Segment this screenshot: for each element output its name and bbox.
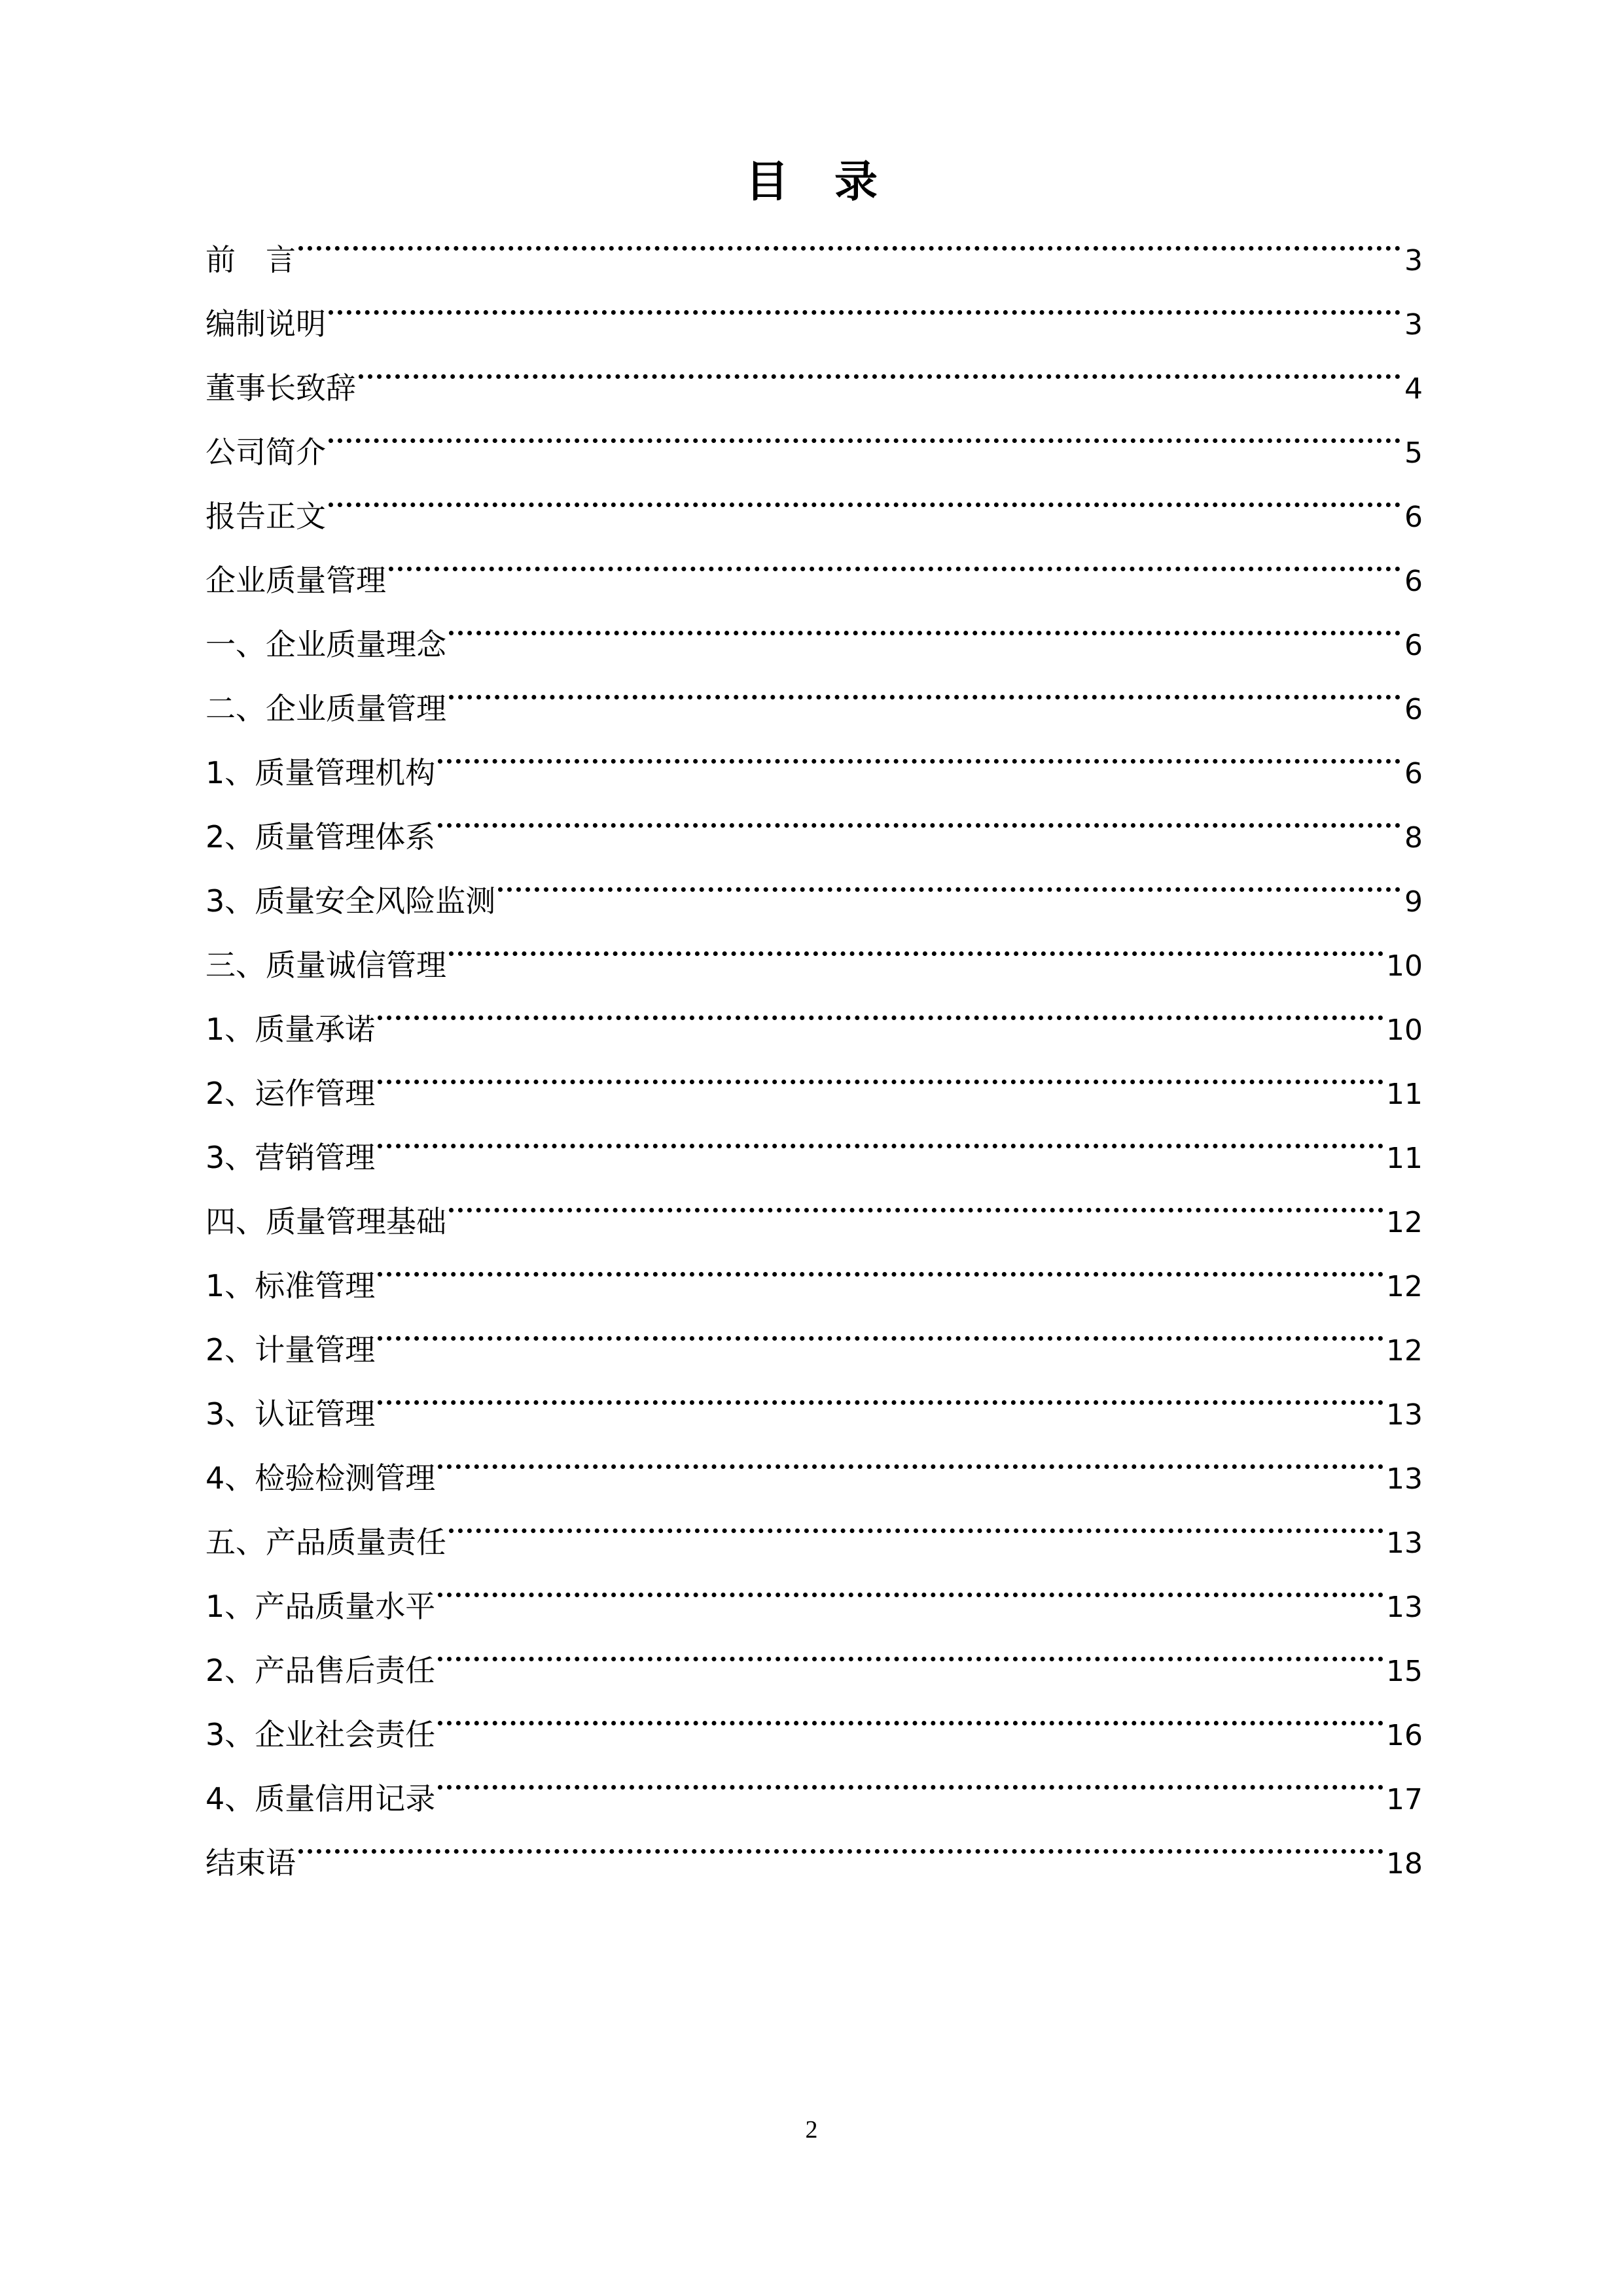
toc-dot-leader: [498, 847, 1400, 911]
toc-dot-leader: [329, 398, 1400, 463]
toc-dot-leader: [438, 719, 1400, 783]
toc-entry[interactable]: [205, 1809, 1423, 1881]
toc-entry-page: 11: [1386, 1078, 1423, 1111]
toc-entry-label: 二、企业质量管理: [205, 691, 446, 726]
toc-entry[interactable]: [205, 976, 1423, 1047]
toc-entry-label: 结束语: [205, 1845, 296, 1881]
toc-entry-page: 13: [1386, 1398, 1423, 1432]
toc-dot-leader: [449, 591, 1400, 655]
toc-dot-leader: [329, 270, 1400, 334]
toc-entry-page: 10: [1386, 1014, 1423, 1047]
toc-entry-page: 6: [1404, 501, 1423, 534]
toc-entry-page: 10: [1386, 949, 1423, 983]
toc-entry[interactable]: [205, 1040, 1423, 1111]
toc-dot-leader: [438, 1681, 1383, 1745]
toc-entry-page: 17: [1386, 1783, 1423, 1816]
toc-entry-page: 5: [1404, 436, 1423, 470]
toc-entry-page: 13: [1386, 1462, 1423, 1496]
toc-dot-leader: [389, 527, 1400, 591]
toc-entry-label: 4、检验检测管理: [205, 1460, 436, 1496]
toc-entry[interactable]: [205, 1360, 1423, 1432]
toc-entry-label: 2、运作管理: [205, 1076, 376, 1111]
toc-dot-leader: [298, 1809, 1383, 1873]
toc-dot-leader: [438, 1745, 1383, 1809]
toc-dot-leader: [449, 1489, 1383, 1553]
toc-dot-leader: [378, 1232, 1383, 1296]
footer-page-number: 2: [805, 2116, 818, 2144]
toc-entry-label: 2、计量管理: [205, 1332, 376, 1368]
toc-entry[interactable]: [205, 334, 1423, 406]
toc-dot-leader: [378, 1360, 1383, 1424]
toc-dot-leader: [378, 1296, 1383, 1360]
toc-entry-page: 9: [1404, 885, 1423, 919]
toc-entry-label: 董事长致辞: [205, 370, 356, 406]
toc-dot-leader: [378, 1040, 1383, 1104]
toc-dot-leader: [449, 655, 1400, 719]
toc-entry[interactable]: [205, 206, 1423, 277]
toc-entry-label: 企业质量管理: [205, 563, 386, 598]
toc-entry-label: 1、质量管理机构: [205, 755, 436, 790]
toc-entry-label: 编制说明: [205, 306, 326, 342]
toc-dot-leader: [329, 463, 1400, 527]
toc-entry-page: 8: [1404, 821, 1423, 855]
toc-entry[interactable]: [205, 398, 1423, 470]
toc-entry-label: 3、企业社会责任: [205, 1717, 436, 1752]
toc-dot-leader: [378, 1104, 1383, 1168]
toc-entry-page: 6: [1404, 693, 1423, 726]
toc-entry-label: 报告正文: [205, 499, 326, 534]
toc-entry-page: 3: [1404, 308, 1423, 342]
toc-entry-label: 公司简介: [205, 434, 326, 470]
toc-entry-page: 12: [1386, 1334, 1423, 1368]
toc-entry-page: 13: [1386, 1527, 1423, 1560]
toc-entry[interactable]: [205, 527, 1423, 598]
toc-dot-leader: [438, 1553, 1383, 1617]
toc-list: [205, 206, 1423, 1881]
toc-entry-label: 一、企业质量理念: [205, 627, 446, 662]
toc-entry[interactable]: [205, 1168, 1423, 1239]
toc-dot-leader: [449, 911, 1383, 976]
toc-dot-leader: [438, 1424, 1383, 1489]
toc-entry-page: 12: [1386, 1270, 1423, 1303]
toc-entry-label: 四、质量管理基础: [205, 1204, 446, 1239]
toc-entry-label: 五、产品质量责任: [205, 1525, 446, 1560]
toc-entry-page: 16: [1386, 1719, 1423, 1752]
toc-entry-page: 15: [1386, 1655, 1423, 1688]
toc-entry[interactable]: [205, 1232, 1423, 1303]
toc-dot-leader: [449, 1168, 1383, 1232]
toc-entry[interactable]: [205, 270, 1423, 342]
toc-entry-label: 3、营销管理: [205, 1140, 376, 1175]
toc-entry-label: 3、认证管理: [205, 1396, 376, 1432]
toc-dot-leader: [298, 206, 1400, 270]
toc-entry-page: 4: [1404, 372, 1423, 406]
toc-entry[interactable]: [205, 591, 1423, 662]
toc-entry[interactable]: [205, 1424, 1423, 1496]
toc-entry-page: 6: [1404, 629, 1423, 662]
toc-entry[interactable]: [205, 463, 1423, 534]
toc-entry[interactable]: [205, 1296, 1423, 1368]
toc-entry-label: 2、质量管理体系: [205, 819, 436, 855]
toc-entry-label: 三、质量诚信管理: [205, 947, 446, 983]
toc-title: 目录: [745, 156, 923, 207]
toc-entry-label: 1、质量承诺: [205, 1012, 376, 1047]
toc-entry-page: 13: [1386, 1591, 1423, 1624]
toc-entry-page: 6: [1404, 757, 1423, 790]
toc-entry-page: 11: [1386, 1142, 1423, 1175]
toc-entry-label: 1、标准管理: [205, 1268, 376, 1303]
toc-entry-label: 前 言: [205, 242, 296, 277]
toc-dot-leader: [438, 783, 1400, 847]
toc-entry-page: 18: [1386, 1847, 1423, 1881]
toc-entry-label: 2、产品售后责任: [205, 1653, 436, 1688]
toc-entry-label: 3、质量安全风险监测: [205, 883, 496, 919]
toc-entry-page: 6: [1404, 565, 1423, 598]
toc-entry-page: 12: [1386, 1206, 1423, 1239]
toc-entry-label: 1、产品质量水平: [205, 1589, 436, 1624]
toc-entry[interactable]: [205, 1104, 1423, 1175]
toc-dot-leader: [438, 1617, 1383, 1681]
toc-entry-page: 3: [1404, 244, 1423, 277]
toc-dot-leader: [378, 976, 1383, 1040]
toc-entry-label: 4、质量信用记录: [205, 1781, 436, 1816]
toc-dot-leader: [359, 334, 1400, 398]
